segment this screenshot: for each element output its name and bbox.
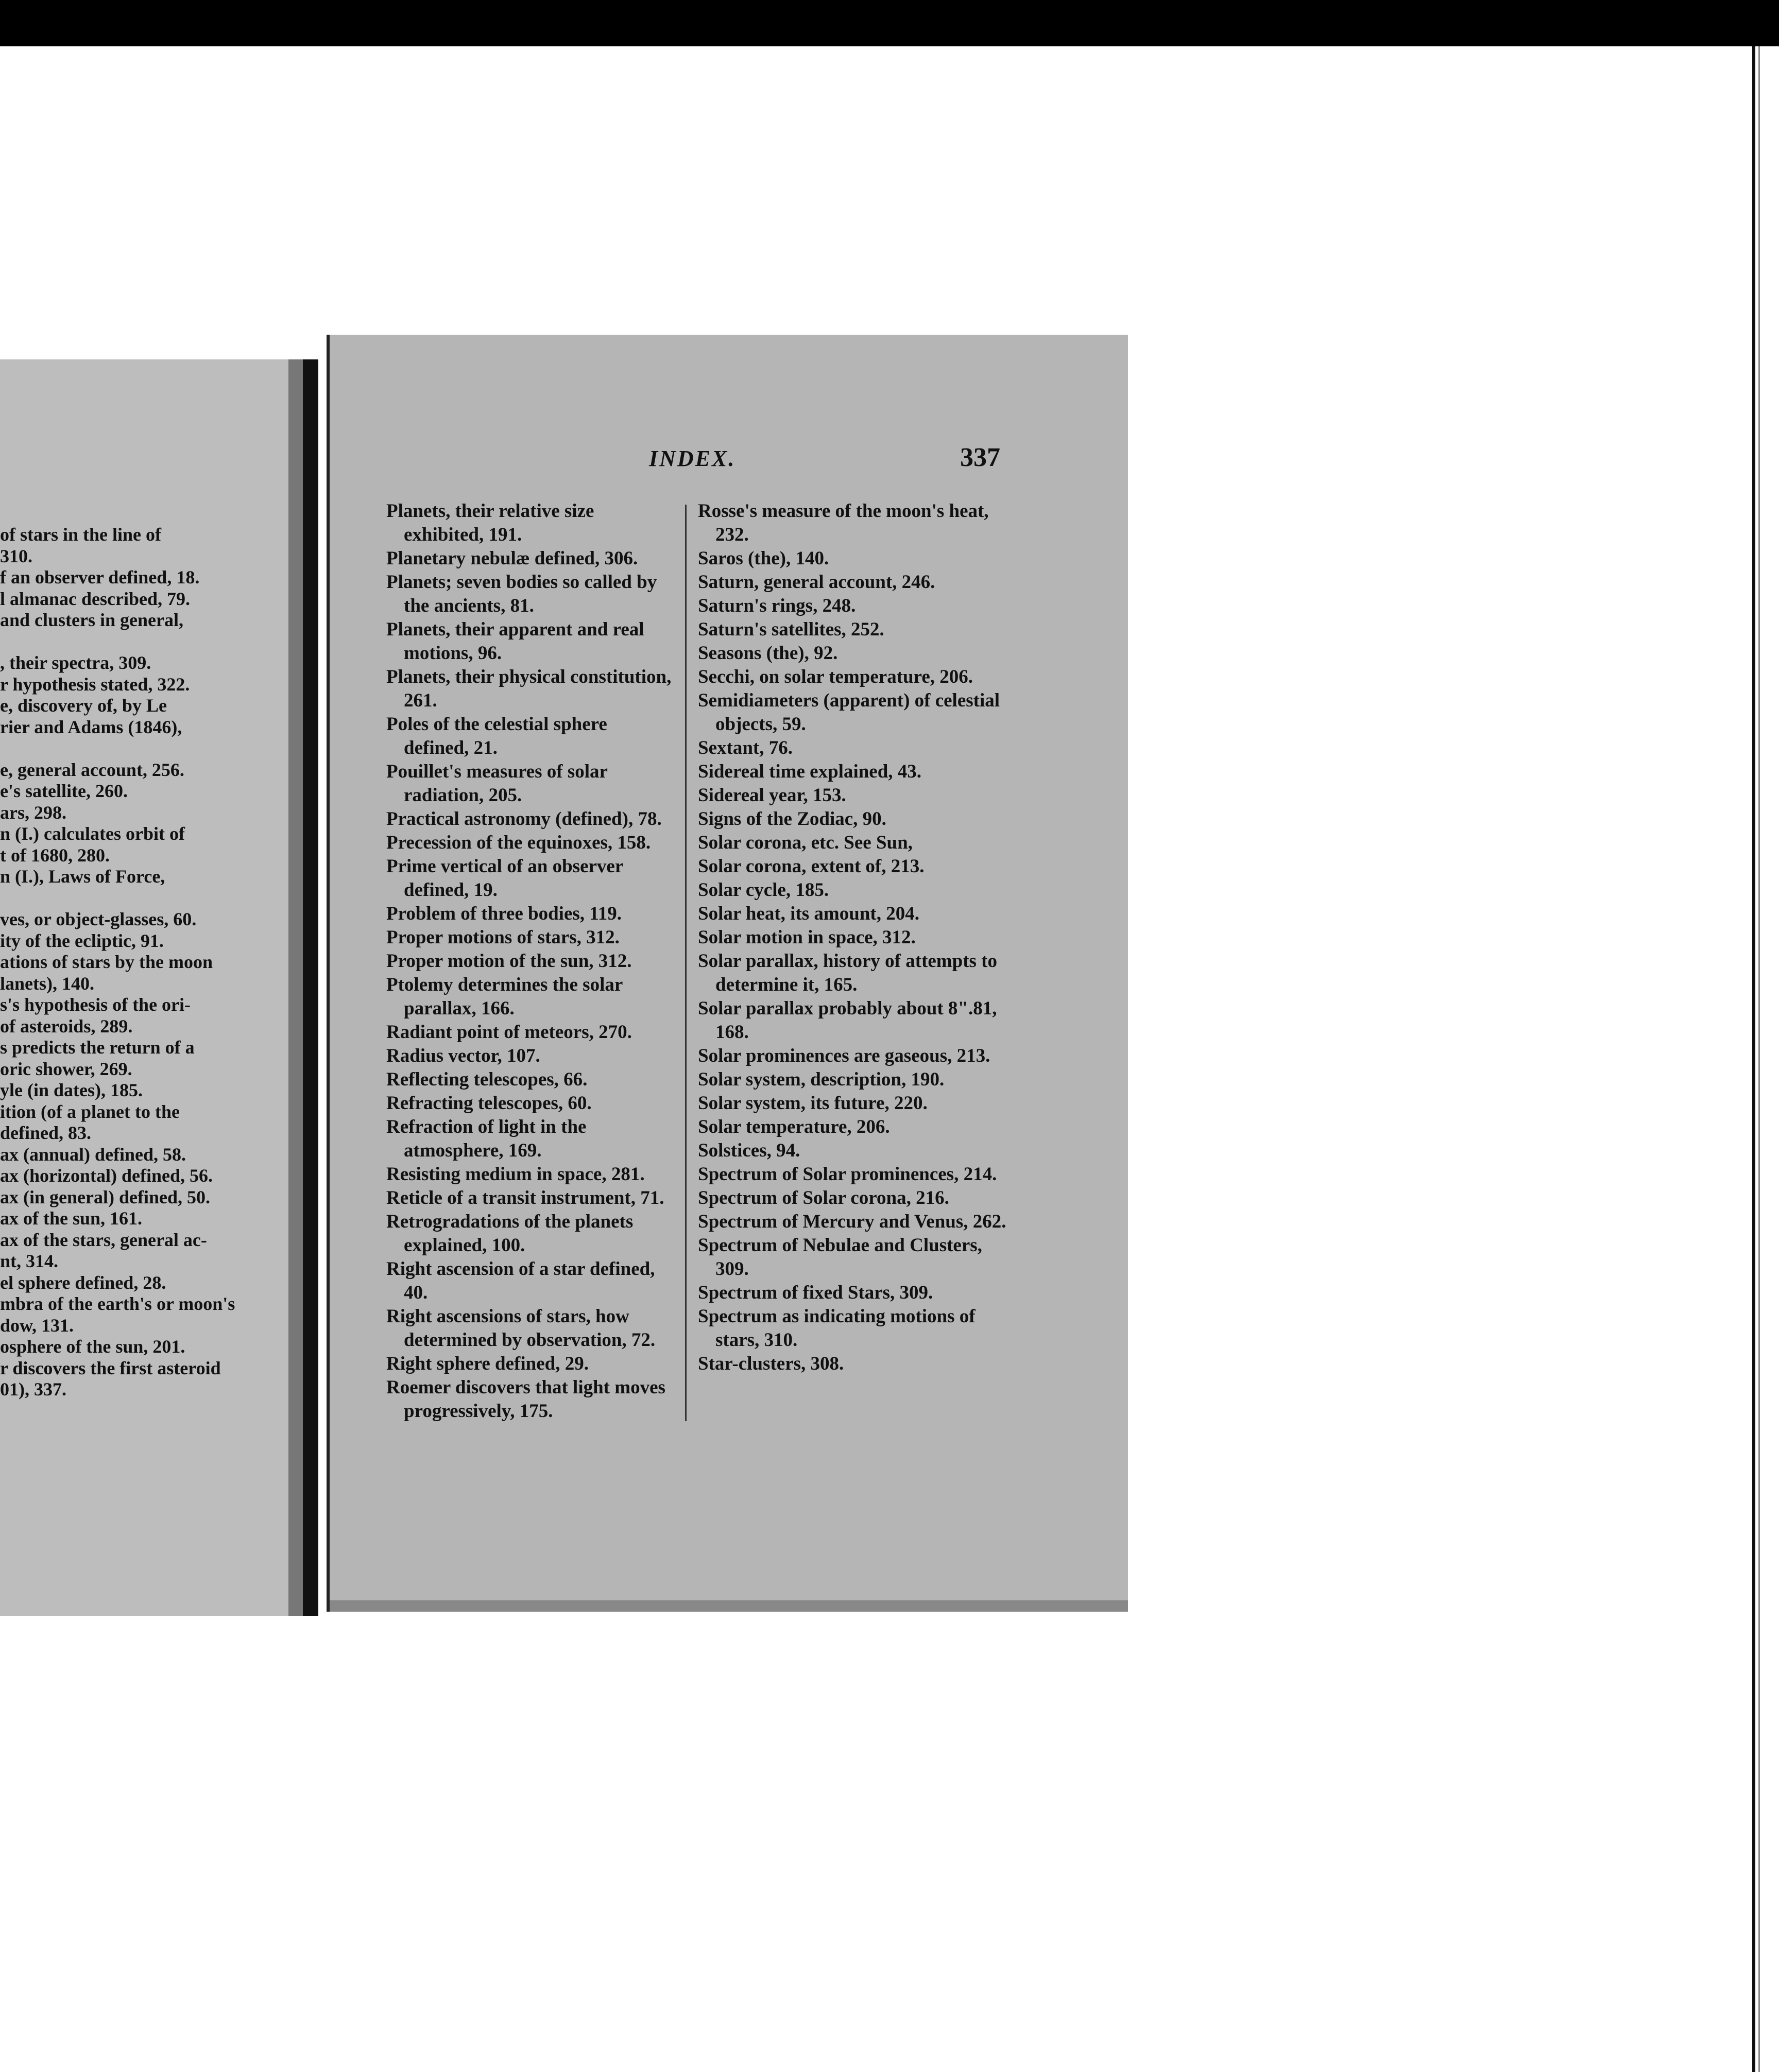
index-entry: Solar prominences are gaseous, 213.: [698, 1045, 990, 1066]
left-page-line: t of 1680, 280.: [0, 844, 110, 866]
index-entry: Proper motions of stars, 312.: [386, 927, 620, 948]
index-entry: Refraction of light in the atmosphere, 169.: [386, 1116, 587, 1161]
column-divider: [685, 505, 687, 1421]
index-entry: Poles of the celestial sphere defined, 21.: [386, 714, 607, 758]
left-page-line: l almanac described, 79.: [0, 588, 190, 609]
left-page-line: r discovers the first asteroid: [0, 1357, 221, 1378]
index-entry: Solar cycle, 185.: [698, 879, 829, 901]
left-page-text: [0, 524, 309, 1401]
index-entry: Signs of the Zodiac, 90.: [698, 808, 886, 830]
left-page-line: ax of the sun, 161.: [0, 1208, 143, 1229]
index-entry: Spectrum of fixed Stars, 309.: [698, 1282, 933, 1303]
index-entry: Solar system, description, 190.: [698, 1069, 945, 1090]
index-entry: Precession of the equinoxes, 158.: [386, 832, 651, 853]
left-page-line: ars, 298.: [0, 802, 66, 823]
index-entry: Resisting medium in space, 281.: [386, 1164, 645, 1185]
left-page-line: ax (annual) defined, 58.: [0, 1144, 186, 1165]
left-page-line: defined, 83.: [0, 1123, 92, 1143]
left-page-line: [0, 738, 309, 759]
index-entry: Spectrum of Mercury and Venus, 262.: [698, 1211, 1006, 1232]
left-page-line: of stars in the line of: [0, 524, 161, 545]
left-page-line: e's satellite, 260.: [0, 781, 128, 801]
left-page-line: 01), 337.: [0, 1379, 66, 1400]
index-entry: Radius vector, 107.: [386, 1045, 540, 1066]
index-entry: Saturn's rings, 248.: [698, 595, 856, 616]
left-page-line: osphere of the sun, 201.: [0, 1336, 185, 1357]
index-entry: Saros (the), 140.: [698, 548, 829, 569]
left-page-line: rier and Adams (1846),: [0, 716, 182, 737]
index-entry: Saturn, general account, 246.: [698, 572, 935, 593]
index-entry: Problem of three bodies, 119.: [386, 903, 622, 924]
index-entry: Planets; seven bodies so called by the ancients, 81.: [386, 572, 657, 616]
index-entry: Solar temperature, 206.: [698, 1116, 890, 1137]
gutter-shadow: [288, 359, 303, 1616]
left-page-line: oric shower, 269.: [0, 1058, 132, 1079]
left-page: [0, 359, 315, 1616]
index-entry: Right ascension of a star defined, 40.: [386, 1258, 655, 1303]
left-page-line: n (I.) calculates orbit of: [0, 823, 185, 844]
left-page-line: ves, or object-glasses, 60.: [0, 909, 197, 929]
left-page-line: ations of stars by the moon: [0, 952, 213, 972]
index-entry: Star-clusters, 308.: [698, 1353, 844, 1374]
index-entry: Right sphere defined, 29.: [386, 1353, 589, 1374]
left-page-line: mbra of the earth's or moon's: [0, 1293, 235, 1314]
left-page-line: el sphere defined, 28.: [0, 1272, 166, 1293]
index-entry: Retrogradations of the planets explained, 100.: [386, 1211, 634, 1256]
left-page-line: n (I.), Laws of Force,: [0, 866, 165, 887]
left-page-line: ax of the stars, general ac-: [0, 1229, 207, 1250]
index-entry: Sidereal year, 153.: [698, 785, 846, 806]
left-page-line: and clusters in general,: [0, 610, 183, 630]
index-entry: Solar motion in space, 312.: [698, 927, 916, 948]
left-page-line: [0, 888, 309, 909]
index-entry: Rosse's measure of the moon's heat, 232.: [698, 500, 989, 545]
left-page-line: f an observer defined, 18.: [0, 567, 200, 588]
index-entry: Pouillet's measures of solar radiation, 205.: [386, 761, 608, 806]
index-entry: Secchi, on solar temperature, 206.: [698, 666, 973, 687]
top-border: [0, 0, 1779, 46]
right-page: [327, 335, 1128, 1612]
left-page-line: s predicts the return of a: [0, 1037, 195, 1058]
index-entry: Radiant point of meteors, 270.: [386, 1022, 632, 1043]
frame-edge: [1752, 46, 1755, 2072]
index-entry: Spectrum of Solar prominences, 214.: [698, 1164, 997, 1185]
left-page-line: ax (in general) defined, 50.: [0, 1186, 210, 1207]
index-entry: Solar corona, etc. See Sun,: [698, 832, 913, 853]
left-page-line: yle (in dates), 185.: [0, 1080, 143, 1100]
index-entry: Prime vertical of an observer defined, 19.: [386, 856, 623, 901]
left-page-line: s's hypothesis of the ori-: [0, 994, 191, 1015]
left-page-line: ax (horizontal) defined, 56.: [0, 1165, 213, 1186]
index-entry: Planets, their apparent and real motions, 96.: [386, 619, 644, 664]
left-page-line: dow, 131.: [0, 1315, 74, 1336]
left-page-line: r hypothesis stated, 322.: [0, 674, 190, 695]
left-page-line: of asteroids, 289.: [0, 1015, 133, 1037]
index-entry: Planetary nebulæ defined, 306.: [386, 548, 638, 569]
left-page-line: e, general account, 256.: [0, 759, 184, 780]
left-page-line: ition (of a planet to the: [0, 1101, 180, 1122]
index-entry: Planets, their physical constitution, 261.: [386, 666, 672, 711]
index-entry: Spectrum as indicating motions of stars, 310.: [698, 1306, 976, 1351]
index-entry: Spectrum of Solar corona, 216.: [698, 1187, 949, 1208]
index-entry: Reticle of a transit instrument, 71.: [386, 1187, 664, 1208]
index-entry: Seasons (the), 92.: [698, 643, 838, 664]
left-page-line: 310.: [0, 545, 32, 566]
page-number: 337: [960, 443, 1000, 472]
index-entry: Proper motion of the sun, 312.: [386, 951, 632, 972]
index-entry: Sidereal time explained, 43.: [698, 761, 922, 782]
book-gutter: [303, 359, 318, 1616]
index-entry: Solar parallax, history of attempts to determine it, 165.: [698, 951, 997, 995]
index-column-left: [386, 499, 675, 1423]
left-page-line: [0, 631, 309, 653]
frame-edge-shadow: [1758, 46, 1760, 2072]
index-entry: Solar heat, its amount, 204.: [698, 903, 919, 924]
left-page-line: , their spectra, 309.: [0, 652, 151, 673]
index-entry: Refracting telescopes, 60.: [386, 1093, 592, 1114]
index-entry: Reflecting telescopes, 66.: [386, 1069, 588, 1090]
index-entry: Sextant, 76.: [698, 737, 793, 758]
index-entry: Saturn's satellites, 252.: [698, 619, 884, 640]
page-title: INDEX.: [649, 446, 736, 471]
left-page-line: nt, 314.: [0, 1251, 59, 1271]
left-page-line: lanets), 140.: [0, 973, 94, 994]
index-entry: Roemer discovers that light moves progressively, 175.: [386, 1377, 665, 1422]
left-page-line: e, discovery of, by Le: [0, 695, 167, 716]
index-entry: Ptolemy determines the solar parallax, 166.: [386, 974, 623, 1019]
page-bottom-shadow: [330, 1600, 1128, 1612]
index-entry: Right ascensions of stars, how determined by observation, 72.: [386, 1306, 656, 1351]
index-entry: Spectrum of Nebulae and Clusters, 309.: [698, 1235, 982, 1280]
index-entry: Planets, their relative size exhibited, 191.: [386, 500, 594, 545]
index-entry: Solar system, its future, 220.: [698, 1093, 928, 1114]
left-page-line: ity of the ecliptic, 91.: [0, 930, 164, 951]
index-entry: Solar corona, extent of, 213.: [698, 856, 925, 877]
page-header: [649, 445, 1319, 476]
index-entry: Semidiameters (apparent) of celestial objects, 59.: [698, 690, 1000, 735]
index-entry: Solar parallax probably about 8".81, 168.: [698, 998, 997, 1043]
index-entry: Practical astronomy (defined), 78.: [386, 808, 662, 830]
index-entry: Solstices, 94.: [698, 1140, 800, 1161]
index-column-right: [698, 499, 1007, 1376]
